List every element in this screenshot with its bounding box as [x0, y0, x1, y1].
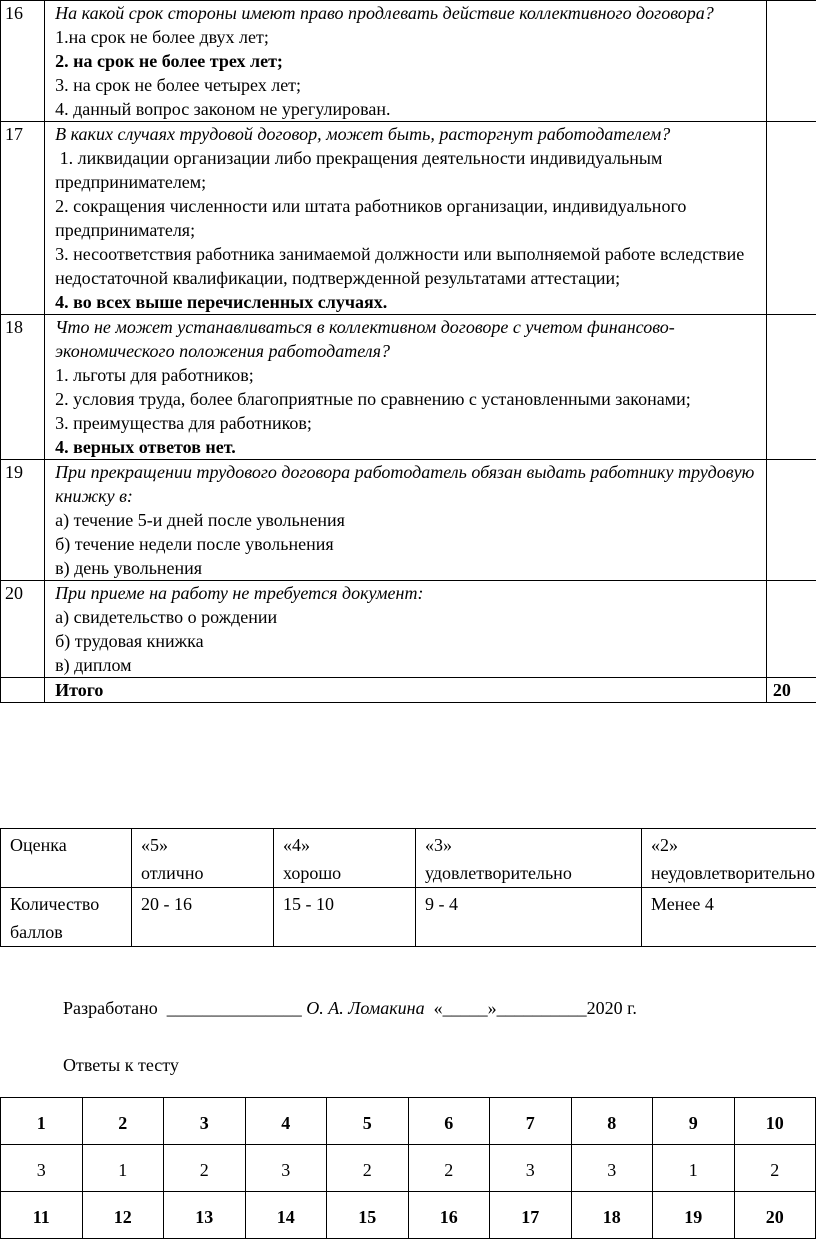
answer-option: а) свидетельство о рождении — [55, 607, 278, 627]
answer-option: 3. на срок не более четырех лет; — [55, 75, 302, 95]
answer-key-number: 14 — [245, 1192, 327, 1239]
answer-key-number: 3 — [164, 1098, 246, 1145]
answer-option: в) диплом — [55, 655, 132, 675]
question-score — [766, 460, 816, 581]
grade-mark: «4» — [283, 835, 310, 855]
answer-option-correct: 4. во всех выше перечисленных случаях. — [55, 292, 388, 312]
points-5: 20 - 16 — [132, 888, 274, 947]
answer-option: а) течение 5-и дней после увольнения — [55, 510, 345, 530]
question-row — [1, 315, 816, 460]
grade-header-row — [1, 829, 816, 888]
signature-prefix: Разработано _______________ — [63, 998, 307, 1018]
points-3: 9 - 4 — [416, 888, 642, 947]
answers-title: Ответы к тесту — [63, 1055, 179, 1075]
answer-key-number: 9 — [653, 1098, 735, 1145]
points-2: Менее 4 — [642, 888, 816, 947]
signature-date: «_____»__________2020 г. — [424, 998, 637, 1018]
answer-key-number: 1 — [1, 1098, 83, 1145]
answer-key-number: 17 — [490, 1192, 572, 1239]
question-text: На какой срок стороны имеют право продлевать действие коллективного договора? — [55, 3, 714, 23]
answer-option: 1.на срок не более двух лет; — [55, 27, 269, 47]
answer-key-value: 3 — [490, 1145, 572, 1192]
total-score: 20 — [766, 678, 816, 703]
question-score — [766, 1, 816, 122]
answer-key-number: 11 — [1, 1192, 83, 1239]
answer-option: б) трудовая книжка — [55, 631, 204, 651]
answer-key-value: 2 — [327, 1145, 409, 1192]
developer-signature — [63, 996, 637, 1020]
grade-5 — [132, 829, 274, 888]
question-text: В каких случаях трудовой договор, может быть, расторгнут работодателем? — [55, 124, 671, 144]
question-text: При прекращении трудового договора работодатель обязан выдать работнику трудовую книжку в: — [55, 462, 755, 506]
points-label — [1, 888, 132, 947]
grade-2 — [642, 829, 816, 888]
answer-key-number: 7 — [490, 1098, 572, 1145]
answer-option: 1. ликвидации организации либо прекращения деятельности индивидуальным предпринимателем; — [55, 148, 667, 192]
answer-key-number: 2 — [82, 1098, 164, 1145]
answer-key-table — [0, 1097, 816, 1239]
answer-key-value: 1 — [653, 1145, 735, 1192]
answer-key-numbers-row-2 — [1, 1192, 816, 1239]
answer-option: б) течение недели после увольнения — [55, 534, 334, 554]
answer-option: 2. сокращения численности или штата работников организации, индивидуального предпринимателя; — [55, 196, 687, 240]
question-number: 18 — [1, 315, 45, 460]
total-label: Итого — [45, 678, 767, 703]
answer-key-value: 3 — [571, 1145, 653, 1192]
question-row — [1, 122, 816, 315]
answer-key-number: 6 — [408, 1098, 490, 1145]
grade-mark: «5» — [141, 835, 168, 855]
question-body — [45, 315, 767, 460]
grade-word: удовлетворительно — [425, 863, 572, 883]
answer-option: 4. данный вопрос законом не урегулирован. — [55, 99, 391, 119]
answer-option: в) день увольнения — [55, 558, 203, 578]
question-text: Что не может устанавливаться в коллективном договоре с учетом финансово-экономического положения работодателя? — [55, 317, 675, 361]
answer-key-number: 12 — [82, 1192, 164, 1239]
points-label-line1: Количество — [10, 894, 100, 914]
answer-key-value: 3 — [1, 1145, 83, 1192]
answer-option: 2. условия труда, более благоприятные по сравнению с установленными законами; — [55, 389, 691, 409]
grade-4 — [274, 829, 416, 888]
question-body — [45, 1, 767, 122]
grade-3 — [416, 829, 642, 888]
answer-key-number: 16 — [408, 1192, 490, 1239]
total-row — [1, 678, 816, 703]
question-body — [45, 581, 767, 678]
author-name: О. А. Ломакина — [306, 998, 425, 1018]
grade-label: Оценка — [1, 829, 132, 888]
total-num-cell — [1, 678, 45, 703]
points-4: 15 - 10 — [274, 888, 416, 947]
answer-key-number: 18 — [571, 1192, 653, 1239]
grade-points-row — [1, 888, 816, 947]
answer-option: 1. льготы для работников; — [55, 365, 254, 385]
question-text: При приеме на работу не требуется документ: — [55, 583, 424, 603]
question-number: 17 — [1, 122, 45, 315]
answer-key-value: 2 — [408, 1145, 490, 1192]
answer-key-value: 2 — [734, 1145, 816, 1192]
answer-key-number: 8 — [571, 1098, 653, 1145]
answer-option: 3. несоответствия работника занимаемой должности или выполняемой работе вследствие недостаточной квалификации, подтвержденной результатами аттестации; — [55, 244, 745, 288]
grading-table — [0, 828, 816, 947]
grade-mark: «3» — [425, 835, 452, 855]
answer-key-numbers-row — [1, 1098, 816, 1145]
answer-key-value: 2 — [164, 1145, 246, 1192]
grade-word: неудовлетворительно — [651, 863, 815, 883]
question-row — [1, 581, 816, 678]
answer-key-value: 3 — [245, 1145, 327, 1192]
answer-key-number: 10 — [734, 1098, 816, 1145]
question-score — [766, 122, 816, 315]
answer-key-answers-row — [1, 1145, 816, 1192]
question-row — [1, 1, 816, 122]
answer-key-number: 15 — [327, 1192, 409, 1239]
grade-mark: «2» — [651, 835, 678, 855]
answer-key-number: 4 — [245, 1098, 327, 1145]
points-label-line2: баллов — [10, 922, 63, 942]
question-number: 20 — [1, 581, 45, 678]
question-number: 16 — [1, 1, 45, 122]
grade-word: отлично — [141, 863, 204, 883]
answer-key-number: 19 — [653, 1192, 735, 1239]
answer-key-number: 20 — [734, 1192, 816, 1239]
answer-key-number: 13 — [164, 1192, 246, 1239]
answer-key-number: 5 — [327, 1098, 409, 1145]
answer-key-value: 1 — [82, 1145, 164, 1192]
question-number: 19 — [1, 460, 45, 581]
question-body — [45, 122, 767, 315]
answer-option-correct: 2. на срок не более трех лет; — [55, 51, 283, 71]
question-body — [45, 460, 767, 581]
question-score — [766, 315, 816, 460]
answer-option-correct: 4. верных ответов нет. — [55, 437, 236, 457]
question-row — [1, 460, 816, 581]
answer-option: 3. преимущества для работников; — [55, 413, 312, 433]
question-score — [766, 581, 816, 678]
grade-word: хорошо — [283, 863, 342, 883]
